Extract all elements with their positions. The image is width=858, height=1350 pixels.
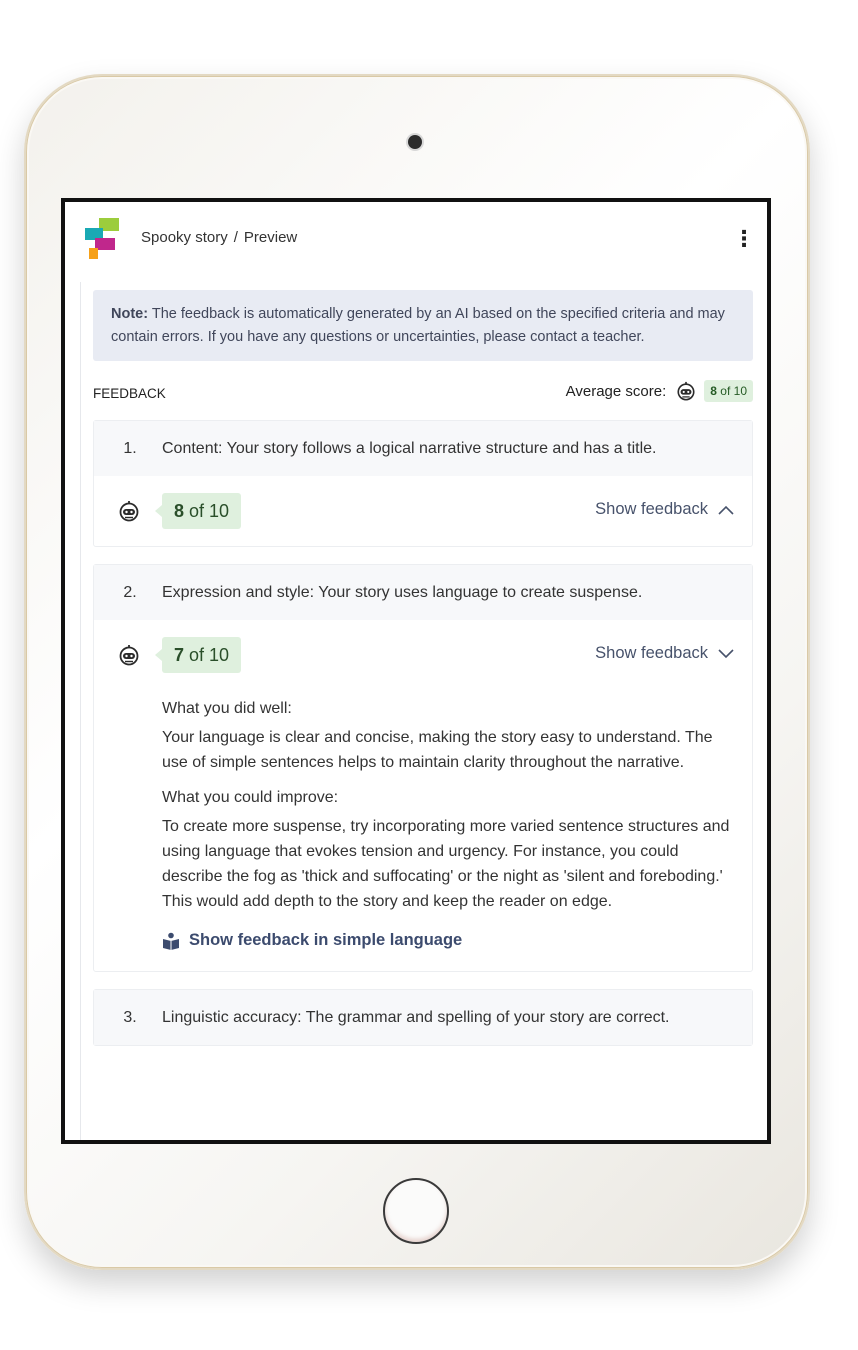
more-vertical-icon[interactable]: ⋮ [733, 226, 755, 251]
criterion-text: Expression and style: Your story uses language to create suspense. [162, 583, 643, 601]
simple-language-label: Show feedback in simple language [189, 931, 463, 949]
well-title: What you did well: [162, 700, 292, 717]
well-text: Your language is clear and concise, making the story easy to understand. The use of simple sentences helps to maintain clarity throughout the narrative. [162, 729, 713, 771]
average-score-of: of 10 [720, 384, 747, 398]
screen [61, 198, 771, 1144]
criterion-text: Linguistic accuracy: The grammar and spelling of your story are correct. [162, 1008, 670, 1026]
app-logo[interactable] [85, 218, 125, 262]
average-score-label: Average score: [565, 382, 667, 400]
breadcrumb-current: Preview [243, 229, 298, 246]
breadcrumb [141, 229, 297, 246]
show-feedback-label: Show feedback [595, 644, 708, 662]
improve-title: What you could improve: [162, 789, 339, 806]
robot-icon [676, 381, 696, 401]
criterion-text: Content: Your story follows a logical narrative structure and has a title. [162, 439, 657, 457]
chevron-up-icon [718, 505, 734, 515]
breadcrumb-separator: / [233, 229, 238, 246]
ai-note [93, 290, 753, 361]
reader-icon [162, 932, 180, 950]
criterion-header [94, 421, 752, 476]
criterion-number: 2. [123, 583, 137, 601]
robot-icon [118, 500, 140, 522]
criterion-card-1 [93, 420, 753, 547]
camera [408, 135, 422, 149]
criterion-card-3 [93, 989, 753, 1046]
criterion-card-2 [93, 564, 753, 972]
score-of: of 10 [189, 645, 230, 665]
score-value: 8 [174, 501, 185, 521]
average-score [566, 380, 753, 402]
top-bar [65, 202, 767, 282]
show-feedback-button[interactable] [595, 644, 734, 663]
criterion-number: 3. [123, 1008, 137, 1026]
home-button[interactable] [383, 1178, 449, 1244]
average-score-value: 8 [710, 384, 717, 398]
criterion-number: 1. [123, 439, 137, 457]
criterion-header [94, 565, 752, 620]
main-content [93, 290, 753, 1144]
improve-text: To create more suspense, try incorporating more varied sentence structures and using language that evokes tension and urgency. For instance, you could describe the fog as 'thick and suffocating' or the night as 'silent and foreboding.' This would add depth to the story and keep the reader on edge. [162, 818, 730, 910]
feedback-label: FEEDBACK [93, 386, 166, 401]
breadcrumb-course[interactable]: Spooky story [141, 229, 228, 246]
robot-icon [118, 644, 140, 666]
feedback-details [94, 690, 752, 971]
show-feedback-label: Show feedback [595, 500, 708, 518]
score-badge [162, 637, 241, 673]
feedback-header [93, 378, 753, 408]
score-badge [162, 493, 241, 529]
criterion-header [94, 990, 752, 1045]
show-feedback-button[interactable] [595, 500, 734, 519]
score-row [94, 476, 752, 546]
simple-language-link[interactable] [162, 928, 734, 953]
average-score-badge [704, 380, 753, 402]
left-divider [80, 282, 81, 1144]
chevron-down-icon [718, 649, 734, 659]
note-prefix: Note: [111, 306, 149, 322]
score-row [94, 620, 752, 690]
score-of: of 10 [189, 501, 230, 521]
note-text: The feedback is automatically generated by an AI based on the specified criteria and may contain errors. If you have any questions or uncertainties, please contact a teacher. [111, 306, 725, 345]
score-value: 7 [174, 645, 185, 665]
